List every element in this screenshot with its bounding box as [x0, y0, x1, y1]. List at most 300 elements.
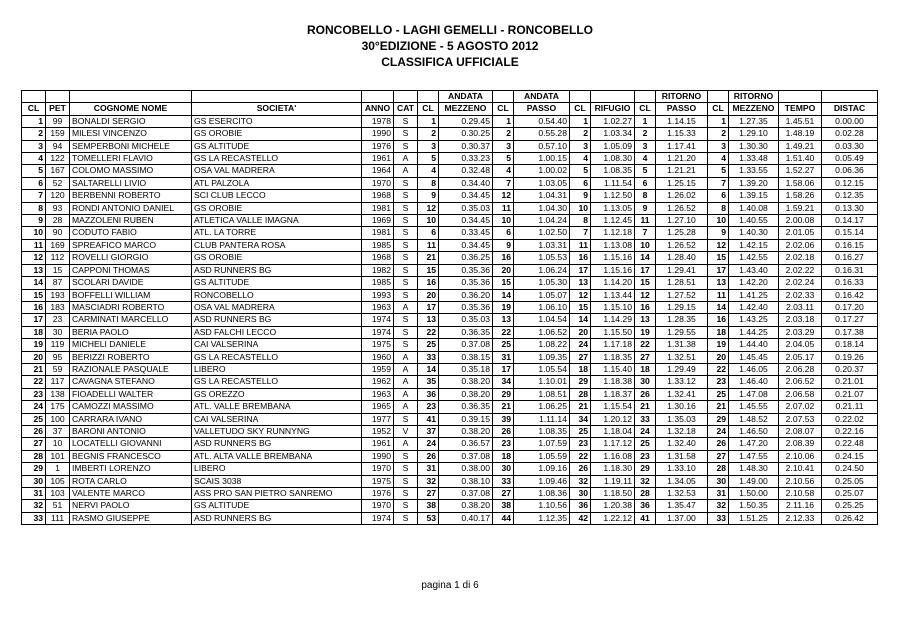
- time-andata-passo-cell: 1.05.53: [514, 252, 570, 264]
- rank-andata-passo-cell: 29: [493, 388, 514, 400]
- time-andata-mezzeno-cell: 0.38.20: [439, 388, 493, 400]
- birth-year-cell: 1978: [362, 115, 394, 127]
- team-cell: OSA VAL MADRERA: [192, 301, 362, 313]
- rank-andata-passo-cell: 18: [493, 450, 514, 462]
- gap-cell: 0.21.11: [822, 401, 878, 413]
- rank-ritorno-mezzeno-cell: 32: [708, 500, 729, 512]
- header-cl-5: CL: [708, 103, 729, 115]
- total-time-cell: 2.01.05: [779, 227, 822, 239]
- rank-rifugio-cell: 26: [570, 463, 591, 475]
- time-ritorno-mezzeno-cell: 1.47.08: [729, 388, 779, 400]
- athlete-name-cell: CARMINATI MARCELLO: [70, 314, 192, 326]
- athlete-name-cell: LOCATELLI GIOVANNI: [70, 438, 192, 450]
- table-row: [22, 115, 878, 127]
- time-rifugio-cell: 1.02.27: [591, 115, 635, 127]
- birth-year-cell: 1959: [362, 363, 394, 375]
- rank-ritorno-mezzeno-cell: 20: [708, 351, 729, 363]
- rank-andata-passo-cell: 31: [493, 351, 514, 363]
- bib-cell: 122: [46, 153, 70, 165]
- race-title: RONCOBELLO - LAGHI GEMELLI - RONCOBELLO: [307, 23, 593, 37]
- time-andata-mezzeno-cell: 0.40.17: [439, 512, 493, 524]
- time-ritorno-mezzeno-cell: 1.45.45: [729, 351, 779, 363]
- athlete-name-cell: CAPPONI THOMAS: [70, 264, 192, 276]
- rank-cell: 3: [22, 140, 46, 152]
- athlete-name-cell: CAMOZZI MASSIMO: [70, 401, 192, 413]
- header-time: TEMPO: [779, 103, 822, 115]
- rank-cell: 24: [22, 401, 46, 413]
- athlete-name-cell: BERBENNI ROBERTO: [70, 190, 192, 202]
- time-andata-passo-cell: 1.08.22: [514, 339, 570, 351]
- birth-year-cell: 1975: [362, 475, 394, 487]
- bib-cell: 99: [46, 115, 70, 127]
- time-andata-mezzeno-cell: 0.33.23: [439, 153, 493, 165]
- rank-andata-mezzeno-cell: 23: [418, 401, 439, 413]
- time-andata-mezzeno-cell: 0.39.15: [439, 413, 493, 425]
- rank-rifugio-cell: 6: [570, 177, 591, 189]
- category-cell: S: [394, 289, 418, 301]
- rank-cell: 8: [22, 202, 46, 214]
- time-rifugio-cell: 1.13.44: [591, 289, 635, 301]
- category-cell: S: [394, 190, 418, 202]
- time-rifugio-cell: 1.05.09: [591, 140, 635, 152]
- birth-year-cell: 1952: [362, 425, 394, 437]
- time-ritorno-mezzeno-cell: 1.41.25: [729, 289, 779, 301]
- category-cell: S: [394, 512, 418, 524]
- results-table: [21, 90, 878, 525]
- time-ritorno-passo-cell: 1.31.38: [656, 339, 708, 351]
- rank-ritorno-mezzeno-cell: 22: [708, 363, 729, 375]
- team-cell: GS OROBIE: [192, 202, 362, 214]
- team-cell: GS ALTITUDE: [192, 277, 362, 289]
- rank-ritorno-passo-cell: 8: [635, 190, 656, 202]
- time-ritorno-mezzeno-cell: 1.45.55: [729, 401, 779, 413]
- time-andata-passo-cell: 1.08.36: [514, 488, 570, 500]
- title-block: [0, 22, 900, 70]
- athlete-name-cell: RONDI ANTONIO DANIEL: [70, 202, 192, 214]
- rank-cell: 28: [22, 450, 46, 462]
- gap-cell: 0.16.15: [822, 239, 878, 251]
- table-row: [22, 264, 878, 276]
- time-ritorno-mezzeno-cell: 1.50.00: [729, 488, 779, 500]
- bib-cell: 59: [46, 363, 70, 375]
- team-cell: ASD RUNNERS BG: [192, 438, 362, 450]
- time-rifugio-cell: 1.15.10: [591, 301, 635, 313]
- header-gap: DISTAC: [822, 103, 878, 115]
- rank-rifugio-cell: 15: [570, 301, 591, 313]
- rank-andata-mezzeno-cell: 53: [418, 512, 439, 524]
- rank-ritorno-passo-cell: 12: [635, 289, 656, 301]
- birth-year-cell: 1963: [362, 388, 394, 400]
- rank-cell: 9: [22, 215, 46, 227]
- time-andata-passo-cell: 1.09.46: [514, 475, 570, 487]
- rank-ritorno-mezzeno-cell: 6: [708, 190, 729, 202]
- rank-ritorno-passo-cell: 6: [635, 177, 656, 189]
- team-cell: GS LA RECASTELLO: [192, 153, 362, 165]
- rank-cell: 21: [22, 363, 46, 375]
- rank-andata-passo-cell: 15: [493, 277, 514, 289]
- time-andata-passo-cell: 1.00.02: [514, 165, 570, 177]
- time-ritorno-passo-cell: 1.32.51: [656, 351, 708, 363]
- team-cell: ATL PALZOLA: [192, 177, 362, 189]
- table-row: [22, 500, 878, 512]
- birth-year-cell: 1968: [362, 190, 394, 202]
- rank-andata-mezzeno-cell: 6: [418, 227, 439, 239]
- total-time-cell: 2.07.53: [779, 413, 822, 425]
- time-andata-mezzeno-cell: 0.38.15: [439, 351, 493, 363]
- time-ritorno-passo-cell: 1.33.12: [656, 376, 708, 388]
- rank-cell: 31: [22, 488, 46, 500]
- time-andata-mezzeno-cell: 0.38.20: [439, 500, 493, 512]
- time-andata-mezzeno-cell: 0.35.18: [439, 363, 493, 375]
- rank-ritorno-passo-cell: 26: [635, 388, 656, 400]
- rank-ritorno-mezzeno-cell: 13: [708, 277, 729, 289]
- athlete-name-cell: NERVI PAOLO: [70, 500, 192, 512]
- category-cell: A: [394, 301, 418, 313]
- header-name: COGNOME NOME: [70, 103, 192, 115]
- team-cell: ASD RUNNERS BG: [192, 264, 362, 276]
- gap-cell: 0.03.30: [822, 140, 878, 152]
- time-andata-mezzeno-cell: 0.36.35: [439, 326, 493, 338]
- time-andata-mezzeno-cell: 0.38.20: [439, 376, 493, 388]
- gap-cell: 0.02.28: [822, 128, 878, 140]
- rank-andata-mezzeno-cell: 33: [418, 351, 439, 363]
- total-time-cell: 2.02.18: [779, 252, 822, 264]
- rank-andata-passo-cell: 30: [493, 463, 514, 475]
- gap-cell: 0.17.20: [822, 301, 878, 313]
- category-cell: S: [394, 215, 418, 227]
- gap-cell: 0.17.38: [822, 326, 878, 338]
- team-cell: ASS PRO SAN PIETRO SANREMO: [192, 488, 362, 500]
- classification-title: CLASSIFICA UFFICIALE: [381, 55, 519, 69]
- time-ritorno-mezzeno-cell: 1.40.55: [729, 215, 779, 227]
- rank-ritorno-passo-cell: 28: [635, 488, 656, 500]
- bib-cell: 193: [46, 289, 70, 301]
- rank-ritorno-mezzeno-cell: 23: [708, 376, 729, 388]
- table-row: [22, 252, 878, 264]
- category-cell: A: [394, 388, 418, 400]
- time-andata-mezzeno-cell: 0.36.25: [439, 252, 493, 264]
- rank-andata-passo-cell: 12: [493, 190, 514, 202]
- rank-andata-mezzeno-cell: 2: [418, 128, 439, 140]
- rank-ritorno-mezzeno-cell: 11: [708, 289, 729, 301]
- gap-cell: 0.22.02: [822, 413, 878, 425]
- time-andata-passo-cell: 1.05.07: [514, 289, 570, 301]
- birth-year-cell: 1990: [362, 128, 394, 140]
- time-ritorno-mezzeno-cell: 1.39.20: [729, 177, 779, 189]
- gap-cell: 0.19.26: [822, 351, 878, 363]
- rank-cell: 32: [22, 500, 46, 512]
- athlete-name-cell: BERIA PAOLO: [70, 326, 192, 338]
- total-time-cell: 2.08.39: [779, 438, 822, 450]
- time-rifugio-cell: 1.18.37: [591, 388, 635, 400]
- rank-ritorno-mezzeno-cell: 3: [708, 140, 729, 152]
- rank-andata-passo-cell: 34: [493, 376, 514, 388]
- time-ritorno-passo-cell: 1.35.47: [656, 500, 708, 512]
- team-cell: ASD RUNNERS BG: [192, 314, 362, 326]
- rank-rifugio-cell: 5: [570, 165, 591, 177]
- time-ritorno-passo-cell: 1.33.10: [656, 463, 708, 475]
- rank-andata-mezzeno-cell: 15: [418, 264, 439, 276]
- rank-ritorno-passo-cell: 23: [635, 450, 656, 462]
- birth-year-cell: 1985: [362, 277, 394, 289]
- birth-year-cell: 1976: [362, 488, 394, 500]
- gap-cell: 0.17.27: [822, 314, 878, 326]
- total-time-cell: 2.11.16: [779, 500, 822, 512]
- athlete-name-cell: SEMPERBONI MICHELE: [70, 140, 192, 152]
- time-andata-passo-cell: 1.04.30: [514, 202, 570, 214]
- team-cell: GS LA RECASTELLO: [192, 351, 362, 363]
- rank-ritorno-mezzeno-cell: 30: [708, 475, 729, 487]
- rank-andata-passo-cell: 21: [493, 401, 514, 413]
- category-cell: A: [394, 165, 418, 177]
- header-andata-mezzeno: ANDATA: [439, 91, 493, 103]
- birth-year-cell: 1974: [362, 326, 394, 338]
- time-andata-passo-cell: 1.12.35: [514, 512, 570, 524]
- birth-year-cell: 1964: [362, 165, 394, 177]
- time-ritorno-passo-cell: 1.35.03: [656, 413, 708, 425]
- rank-ritorno-passo-cell: 10: [635, 239, 656, 251]
- rank-andata-passo-cell: 22: [493, 326, 514, 338]
- total-time-cell: 2.02.22: [779, 264, 822, 276]
- time-rifugio-cell: 1.08.35: [591, 165, 635, 177]
- time-ritorno-mezzeno-cell: 1.33.48: [729, 153, 779, 165]
- edition-date: 30°EDIZIONE - 5 AGOSTO 2012: [361, 39, 539, 53]
- time-rifugio-cell: 1.17.18: [591, 339, 635, 351]
- athlete-name-cell: RASMO GIUSEPPE: [70, 512, 192, 524]
- time-andata-passo-cell: 1.05.54: [514, 363, 570, 375]
- total-time-cell: 2.03.29: [779, 326, 822, 338]
- gap-cell: 0.16.27: [822, 252, 878, 264]
- team-cell: ATL. ALTA VALLE BREMBANA: [192, 450, 362, 462]
- rank-cell: 11: [22, 239, 46, 251]
- rank-ritorno-passo-cell: 27: [635, 351, 656, 363]
- gap-cell: 0.18.14: [822, 339, 878, 351]
- time-ritorno-mezzeno-cell: 1.27.35: [729, 115, 779, 127]
- rank-ritorno-passo-cell: 9: [635, 202, 656, 214]
- time-ritorno-mezzeno-cell: 1.42.55: [729, 252, 779, 264]
- time-andata-mezzeno-cell: 0.34.40: [439, 177, 493, 189]
- table-row: [22, 376, 878, 388]
- time-ritorno-mezzeno-cell: 1.50.35: [729, 500, 779, 512]
- time-ritorno-mezzeno-cell: 1.46.05: [729, 363, 779, 375]
- bib-cell: 93: [46, 202, 70, 214]
- bib-cell: 52: [46, 177, 70, 189]
- time-ritorno-mezzeno-cell: 1.42.40: [729, 301, 779, 313]
- time-ritorno-passo-cell: 1.28.40: [656, 252, 708, 264]
- category-cell: S: [394, 339, 418, 351]
- category-cell: S: [394, 450, 418, 462]
- rank-andata-mezzeno-cell: 31: [418, 463, 439, 475]
- team-cell: GS ESERCITO: [192, 115, 362, 127]
- rank-cell: 23: [22, 388, 46, 400]
- time-rifugio-cell: 1.20.12: [591, 413, 635, 425]
- rank-ritorno-passo-cell: 1: [635, 115, 656, 127]
- athlete-name-cell: MAZZOLENI RUBEN: [70, 215, 192, 227]
- time-andata-passo-cell: 1.08.51: [514, 388, 570, 400]
- rank-ritorno-passo-cell: 17: [635, 264, 656, 276]
- birth-year-cell: 1985: [362, 239, 394, 251]
- time-andata-passo-cell: 1.02.50: [514, 227, 570, 239]
- gap-cell: 0.16.42: [822, 289, 878, 301]
- team-cell: CAI VALSERINA: [192, 413, 362, 425]
- time-rifugio-cell: 1.18.50: [591, 488, 635, 500]
- rank-andata-passo-cell: 2: [493, 128, 514, 140]
- rank-ritorno-mezzeno-cell: 21: [708, 401, 729, 413]
- rank-cell: 27: [22, 438, 46, 450]
- time-andata-passo-cell: 1.03.05: [514, 177, 570, 189]
- time-ritorno-passo-cell: 1.32.40: [656, 438, 708, 450]
- table-row: [22, 425, 878, 437]
- time-andata-mezzeno-cell: 0.32.48: [439, 165, 493, 177]
- bib-cell: 10: [46, 438, 70, 450]
- time-ritorno-passo-cell: 1.29.55: [656, 326, 708, 338]
- birth-year-cell: 1982: [362, 264, 394, 276]
- bib-cell: 15: [46, 264, 70, 276]
- rank-andata-mezzeno-cell: 27: [418, 488, 439, 500]
- rank-ritorno-mezzeno-cell: 15: [708, 252, 729, 264]
- header-team: SOCIETA': [192, 103, 362, 115]
- rank-rifugio-cell: 8: [570, 215, 591, 227]
- rank-ritorno-mezzeno-cell: 26: [708, 438, 729, 450]
- bib-cell: 103: [46, 488, 70, 500]
- total-time-cell: 2.02.24: [779, 277, 822, 289]
- bib-cell: 175: [46, 401, 70, 413]
- rank-cell: 19: [22, 339, 46, 351]
- rank-ritorno-mezzeno-cell: 25: [708, 388, 729, 400]
- header-cl-3: CL: [570, 103, 591, 115]
- total-time-cell: 2.03.18: [779, 314, 822, 326]
- time-ritorno-mezzeno-cell: 1.29.10: [729, 128, 779, 140]
- category-cell: A: [394, 401, 418, 413]
- time-ritorno-passo-cell: 1.21.21: [656, 165, 708, 177]
- rank-ritorno-mezzeno-cell: 31: [708, 488, 729, 500]
- team-cell: OSA VAL MADRERA: [192, 165, 362, 177]
- total-time-cell: 1.49.21: [779, 140, 822, 152]
- rank-andata-mezzeno-cell: 25: [418, 339, 439, 351]
- bib-cell: 167: [46, 165, 70, 177]
- time-rifugio-cell: 1.12.45: [591, 215, 635, 227]
- category-cell: S: [394, 202, 418, 214]
- time-ritorno-passo-cell: 1.29.49: [656, 363, 708, 375]
- team-cell: ASD FALCHI LECCO: [192, 326, 362, 338]
- rank-ritorno-passo-cell: 32: [635, 475, 656, 487]
- athlete-name-cell: BONALDI SERGIO: [70, 115, 192, 127]
- time-ritorno-mezzeno-cell: 1.33.55: [729, 165, 779, 177]
- time-ritorno-passo-cell: 1.15.33: [656, 128, 708, 140]
- gap-cell: 0.20.37: [822, 363, 878, 375]
- total-time-cell: 2.02.06: [779, 239, 822, 251]
- team-cell: LIBERO: [192, 363, 362, 375]
- table-row: [22, 227, 878, 239]
- gap-cell: 0.05.49: [822, 153, 878, 165]
- table-row: [22, 239, 878, 251]
- rank-ritorno-passo-cell: 21: [635, 401, 656, 413]
- rank-cell: 6: [22, 177, 46, 189]
- time-andata-mezzeno-cell: 0.38.20: [439, 425, 493, 437]
- rank-ritorno-passo-cell: 15: [635, 277, 656, 289]
- rank-ritorno-passo-cell: 5: [635, 165, 656, 177]
- total-time-cell: 2.10.56: [779, 475, 822, 487]
- rank-andata-passo-cell: 1: [493, 115, 514, 127]
- rank-ritorno-mezzeno-cell: 4: [708, 153, 729, 165]
- rank-ritorno-passo-cell: 4: [635, 153, 656, 165]
- category-cell: S: [394, 239, 418, 251]
- rank-rifugio-cell: 4: [570, 153, 591, 165]
- table-row: [22, 177, 878, 189]
- header-row-bottom: [22, 103, 878, 115]
- rank-andata-mezzeno-cell: 8: [418, 177, 439, 189]
- rank-cell: 25: [22, 413, 46, 425]
- header-andata-passo: ANDATA: [514, 91, 570, 103]
- rank-ritorno-mezzeno-cell: 19: [708, 339, 729, 351]
- bib-cell: 23: [46, 314, 70, 326]
- athlete-name-cell: MILESI VINCENZO: [70, 128, 192, 140]
- time-ritorno-passo-cell: 1.17.41: [656, 140, 708, 152]
- time-rifugio-cell: 1.15.16: [591, 264, 635, 276]
- rank-cell: 4: [22, 153, 46, 165]
- rank-rifugio-cell: 42: [570, 512, 591, 524]
- time-andata-mezzeno-cell: 0.33.45: [439, 227, 493, 239]
- time-ritorno-passo-cell: 1.29.15: [656, 301, 708, 313]
- header-pet: PET: [46, 103, 70, 115]
- time-ritorno-mezzeno-cell: 1.49.00: [729, 475, 779, 487]
- time-ritorno-passo-cell: 1.29.41: [656, 264, 708, 276]
- athlete-name-cell: BARONI ANTONIO: [70, 425, 192, 437]
- header-mezzeno-return: MEZZENO: [729, 103, 779, 115]
- time-ritorno-mezzeno-cell: 1.46.50: [729, 425, 779, 437]
- header-passo-return: PASSO: [656, 103, 708, 115]
- time-ritorno-mezzeno-cell: 1.43.25: [729, 314, 779, 326]
- time-andata-passo-cell: 1.06.52: [514, 326, 570, 338]
- time-ritorno-mezzeno-cell: 1.48.52: [729, 413, 779, 425]
- rank-ritorno-mezzeno-cell: 7: [708, 177, 729, 189]
- time-rifugio-cell: 1.20.38: [591, 500, 635, 512]
- gap-cell: 0.12.15: [822, 177, 878, 189]
- rank-cell: 7: [22, 190, 46, 202]
- rank-ritorno-mezzeno-cell: 8: [708, 202, 729, 214]
- athlete-name-cell: CARRARA IVANO: [70, 413, 192, 425]
- total-time-cell: 1.52.27: [779, 165, 822, 177]
- rank-cell: 15: [22, 289, 46, 301]
- birth-year-cell: 1993: [362, 289, 394, 301]
- team-cell: GS OROBIE: [192, 252, 362, 264]
- rank-andata-passo-cell: 20: [493, 264, 514, 276]
- bib-cell: 183: [46, 301, 70, 313]
- birth-year-cell: 1975: [362, 339, 394, 351]
- rank-andata-passo-cell: 6: [493, 227, 514, 239]
- time-ritorno-passo-cell: 1.32.18: [656, 425, 708, 437]
- rank-cell: 14: [22, 277, 46, 289]
- table-row: [22, 450, 878, 462]
- table-row: [22, 190, 878, 202]
- rank-cell: 30: [22, 475, 46, 487]
- rank-ritorno-mezzeno-cell: 29: [708, 413, 729, 425]
- bib-cell: 138: [46, 388, 70, 400]
- total-time-cell: 2.06.28: [779, 363, 822, 375]
- time-rifugio-cell: 1.17.12: [591, 438, 635, 450]
- time-rifugio-cell: 1.22.12: [591, 512, 635, 524]
- table-row: [22, 438, 878, 450]
- bib-cell: 169: [46, 239, 70, 251]
- time-rifugio-cell: 1.12.18: [591, 227, 635, 239]
- rank-andata-mezzeno-cell: 41: [418, 413, 439, 425]
- table-row: [22, 153, 878, 165]
- time-andata-mezzeno-cell: 0.38.10: [439, 475, 493, 487]
- time-andata-mezzeno-cell: 0.34.45: [439, 239, 493, 251]
- rank-cell: 17: [22, 314, 46, 326]
- rank-andata-passo-cell: 9: [493, 239, 514, 251]
- total-time-cell: 2.06.58: [779, 388, 822, 400]
